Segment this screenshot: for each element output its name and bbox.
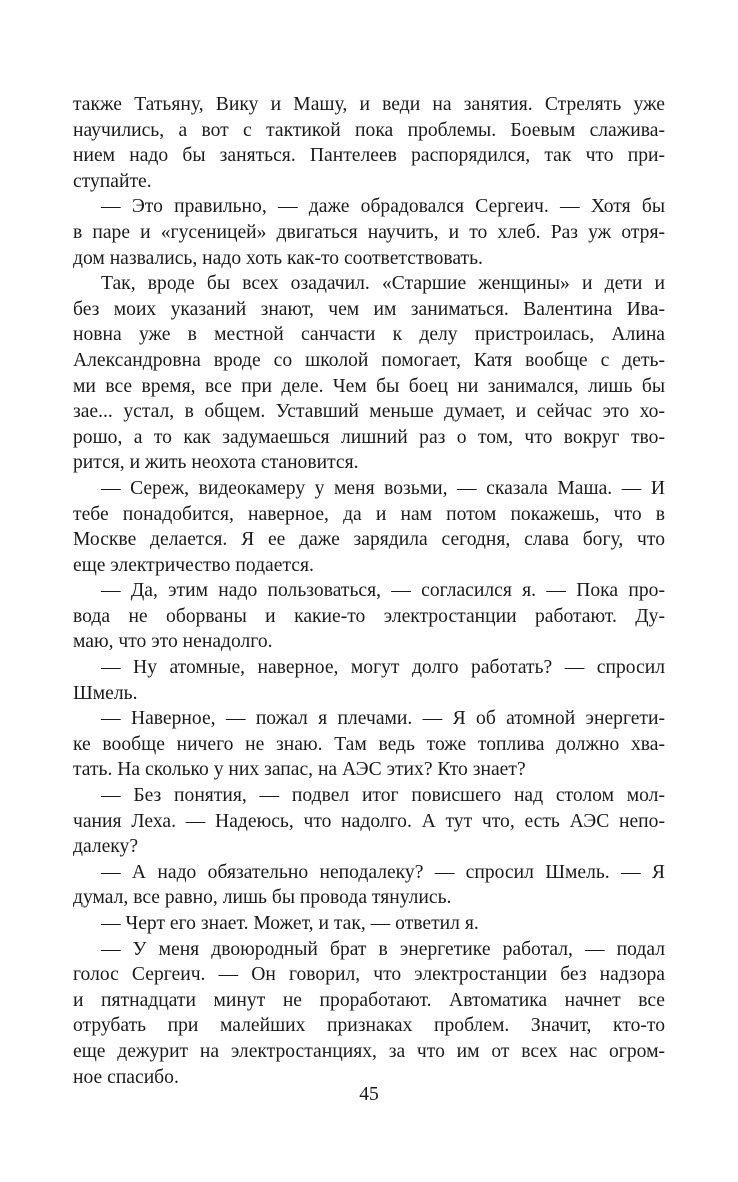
- page-text: [73, 92, 665, 1090]
- text-line: ступайте.: [73, 170, 152, 192]
- text-line: еще дежурит на электростанциях, за что им от всех нас огром-: [73, 1040, 665, 1062]
- text-line: тебе понадобится, наверное, да и нам потом покажешь, что в: [73, 503, 665, 525]
- text-line: Александровна вроде со школой помогает, Катя вообще с деть-: [73, 349, 665, 371]
- text-line: и пятнадцати минут не проработают. Автоматика начнет все: [73, 989, 665, 1011]
- text-line: Так, вроде бы всех озадачил. «Старшие женщины» и дети и: [101, 273, 665, 295]
- text-line: в паре и «гусеницей» двигаться научить, и то хлеб. Раз уж отря-: [73, 221, 665, 243]
- text-line: тать. На сколько у них запас, на АЭС этих? Кто знает?: [73, 759, 526, 781]
- text-line: чания Леха. — Надеюсь, что надолго. А тут что, есть АЭС непо-: [73, 810, 665, 832]
- text-line: — Да, этим надо пользоваться, — согласился я. — Пока про-: [101, 580, 665, 602]
- text-line: Москве делается. Я ее даже зарядила сегодня, слава богу, что: [73, 529, 665, 551]
- text-line: научились, а вот с тактикой пока проблемы. Боевым слажива-: [73, 119, 665, 141]
- text-line: голос Сергеич. — Он говорил, что электростанции без надзора: [73, 964, 665, 986]
- text-line: — Наверное, — пожал я плечами. — Я об атомной энергети-: [101, 708, 665, 730]
- page-number: 45: [359, 1084, 379, 1105]
- text-line: — А надо обязательно неподалеку? — спросил Шмель. — Я: [101, 861, 665, 883]
- text-line: еще электричество подается.: [73, 554, 314, 576]
- text-line: маю, что это ненадолго.: [73, 631, 273, 653]
- text-line: рошо, а то как задумаешься лишний раз о том, что вокруг тво-: [73, 426, 665, 448]
- text-line: вода не оборваны и какие-то электростанции работают. Ду-: [73, 605, 665, 627]
- text-line: — Черт его знает. Может, и так, — ответил я.: [101, 913, 479, 934]
- text-line: далеку?: [73, 836, 139, 858]
- text-line: ми все время, все при деле. Чем бы боец ни занимался, лишь бы: [73, 375, 665, 397]
- text-line: — У меня двоюродный брат в энергетике работал, — подал: [101, 938, 665, 960]
- text-line: дом назвались, надо хоть как-то соответствовать.: [73, 247, 483, 269]
- text-line: отрубать при малейших признаках проблем. Значит, кто-то: [73, 1015, 665, 1037]
- text-line: думал, все равно, лишь бы провода тянулись.: [73, 887, 452, 909]
- text-line: рится, и жить неохота становится.: [73, 452, 359, 474]
- text-line: без моих указаний знают, чем им заниматься. Валентина Ива-: [73, 298, 665, 320]
- text-line: новна уже в местной санчасти к делу пристроилась, Алина: [73, 324, 665, 346]
- text-line: — Без понятия, — подвел итог повисшего над столом мол-: [101, 785, 665, 807]
- text-line: также Татьяну, Вику и Машу, и веди на занятия. Стрелять уже: [73, 94, 665, 115]
- text-line: Шмель.: [73, 682, 138, 704]
- text-line: — Сереж, видеокамеру у меня возьми, — сказала Маша. — И: [101, 477, 665, 499]
- text-line: ке вообще ничего не знаю. Там ведь тоже топлива должно хва-: [73, 733, 665, 755]
- text-line: зае... устал, в общем. Уставший меньше думает, и сейчас это хо-: [73, 401, 665, 423]
- text-line: нием надо бы заняться. Пантелеев распорядился, так что при-: [73, 145, 665, 167]
- text-line: — Это правильно, — даже обрадовался Сергеич. — Хотя бы: [101, 196, 665, 218]
- text-line: — Ну атомные, наверное, могут долго работать? — спросил: [101, 657, 665, 679]
- text-line: ное спасибо.: [73, 1066, 179, 1088]
